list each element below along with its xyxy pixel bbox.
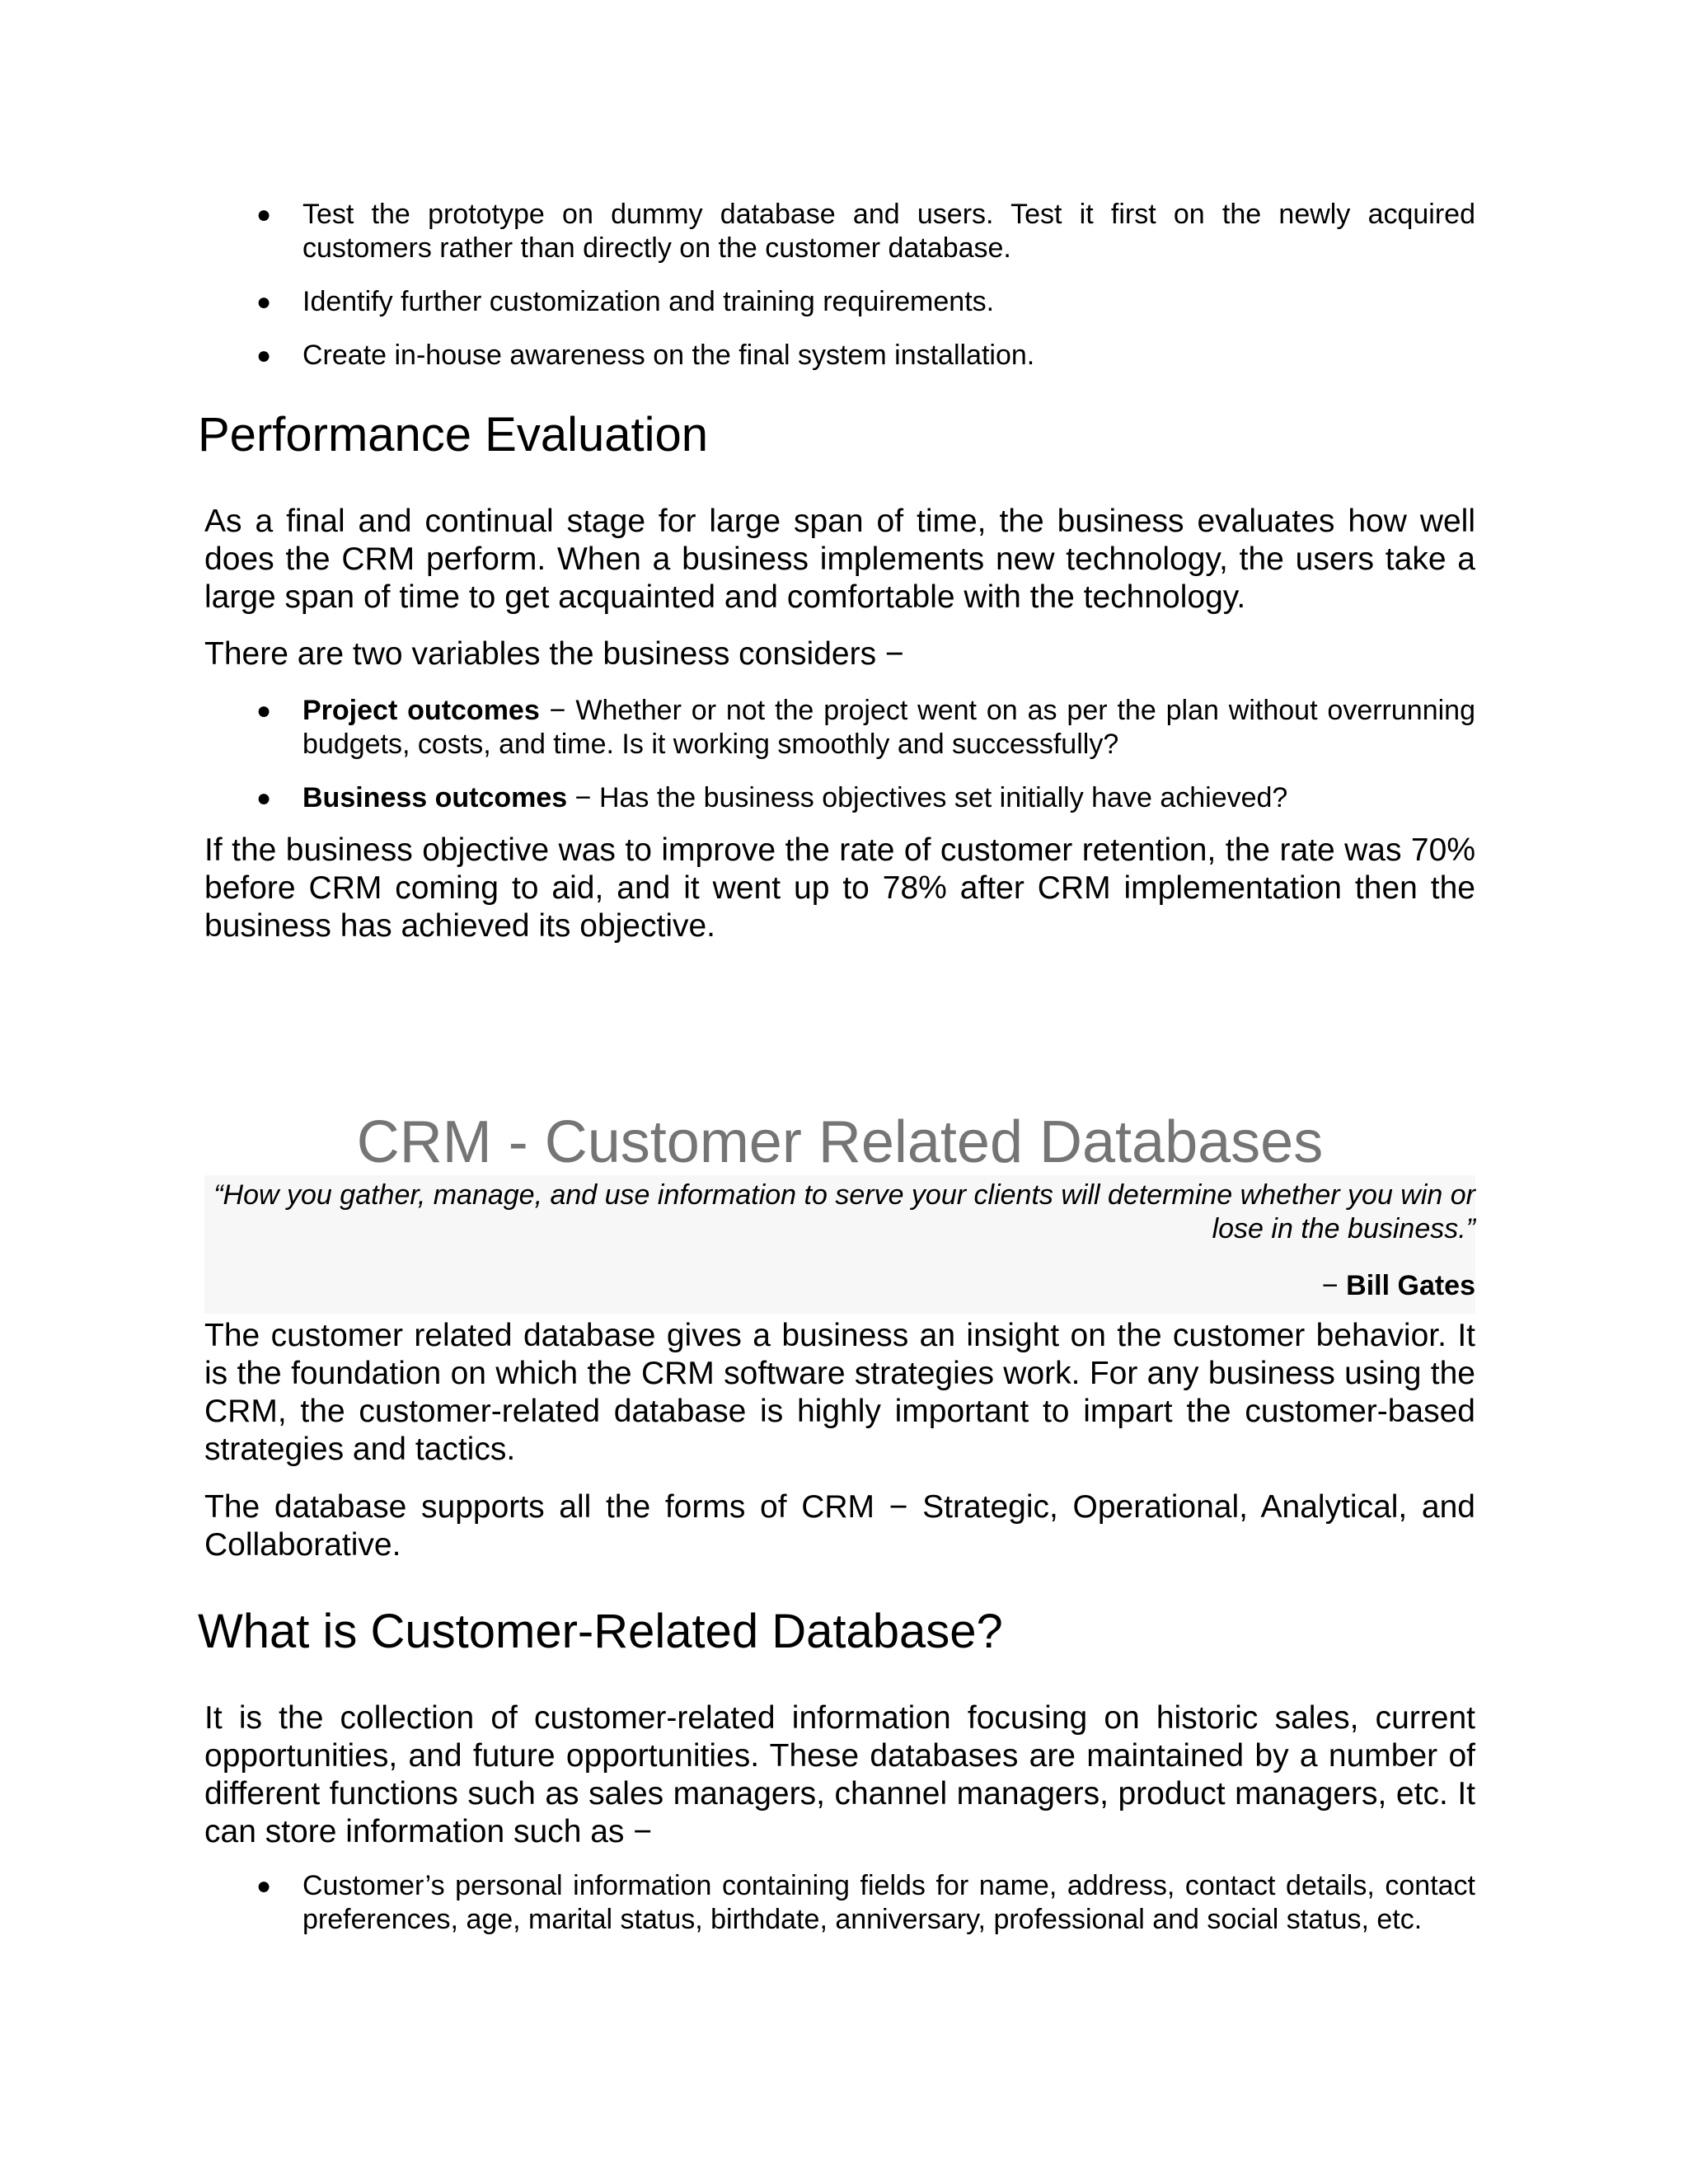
- list-item: [202, 1869, 1475, 1937]
- bullet-icon: ●: [256, 697, 272, 724]
- what-is-paragraph: It is the collection of customer-related information focusing on historic sales, current opportunities, and future opportunities. These databases are maintained by a number of different functions such as sales managers, channel managers, product managers, etc. It can store information such as −: [204, 1700, 1475, 1849]
- outcome-term: Project outcomes: [302, 695, 540, 726]
- bullet-icon: ●: [256, 342, 272, 369]
- quote-box: [204, 1175, 1475, 1314]
- crm-paragraph-1: The customer related database gives a business an insight on the customer behavior. It is the foundation on which the CRM software strategies work. For any business using the CRM, the customer-related database is highly important to impart the customer-based strategies and tactics.: [204, 1318, 1475, 1467]
- bullet-icon: ●: [256, 1872, 272, 1900]
- outcomes-list: [202, 694, 1475, 815]
- list-item: [202, 198, 1475, 265]
- performance-paragraph-1: As a final and continual stage for large span of time, the business evaluates how well does the CRM perform. When a business implements new technology, the users take a large span of time to get acquainted and comfortable with the technology.: [204, 504, 1475, 615]
- list-item-text: Customer’s personal information containing fields for name, address, contact details, contact preferences, age, marital status, birthdate, anniversary, professional and social status, etc.: [302, 1870, 1475, 1935]
- list-item-text: Test the prototype on dummy database and users. Test it first on the newly acquired customers rather than directly on the customer database.: [302, 199, 1475, 264]
- performance-paragraph-2: There are two variables the business considers −: [204, 636, 904, 672]
- what-is-heading: What is Customer-Related Database?: [198, 1605, 1003, 1658]
- bullet-icon: ●: [256, 785, 272, 812]
- quote-author: Bill Gates: [1346, 1270, 1475, 1301]
- top-bullet-list: [202, 198, 1475, 373]
- bullet-icon: ●: [256, 201, 272, 228]
- list-item-text: Create in-house awareness on the final system installation.: [302, 340, 1035, 371]
- quote-author-line: [204, 1269, 1475, 1303]
- quote-dash: −: [1321, 1270, 1347, 1301]
- list-item: [202, 339, 1475, 373]
- list-item-text: Identify further customization and training requirements.: [302, 286, 995, 317]
- performance-heading: Performance Evaluation: [198, 408, 708, 462]
- list-item: [202, 694, 1475, 762]
- outcome-text: − Whether or not the project went on as per the plan without overrunning budgets, costs, and time. Is it working smoothly and successfully?: [302, 695, 1475, 760]
- list-item: [202, 285, 1475, 319]
- outcome-text: − Has the business objectives set initially have achieved?: [567, 782, 1288, 813]
- quote-text: “How you gather, manage, and use information to serve your clients will determine whether you win or lose in the business.”: [213, 1179, 1475, 1244]
- performance-paragraph-3: If the business objective was to improve the rate of customer retention, the rate was 70% before CRM coming to aid, and it went up to 78% after CRM implementation then the business has achieved its objective.: [204, 832, 1475, 944]
- bullet-icon: ●: [256, 288, 272, 316]
- crm-paragraph-2: The database supports all the forms of CRM − Strategic, Operational, Analytical, and Collaborative.: [204, 1489, 1475, 1563]
- outcome-term: Business outcomes: [302, 782, 568, 813]
- list-item: [202, 781, 1475, 815]
- info-list: [202, 1869, 1475, 1937]
- section-title: CRM - Customer Related Databases: [356, 1109, 1324, 1175]
